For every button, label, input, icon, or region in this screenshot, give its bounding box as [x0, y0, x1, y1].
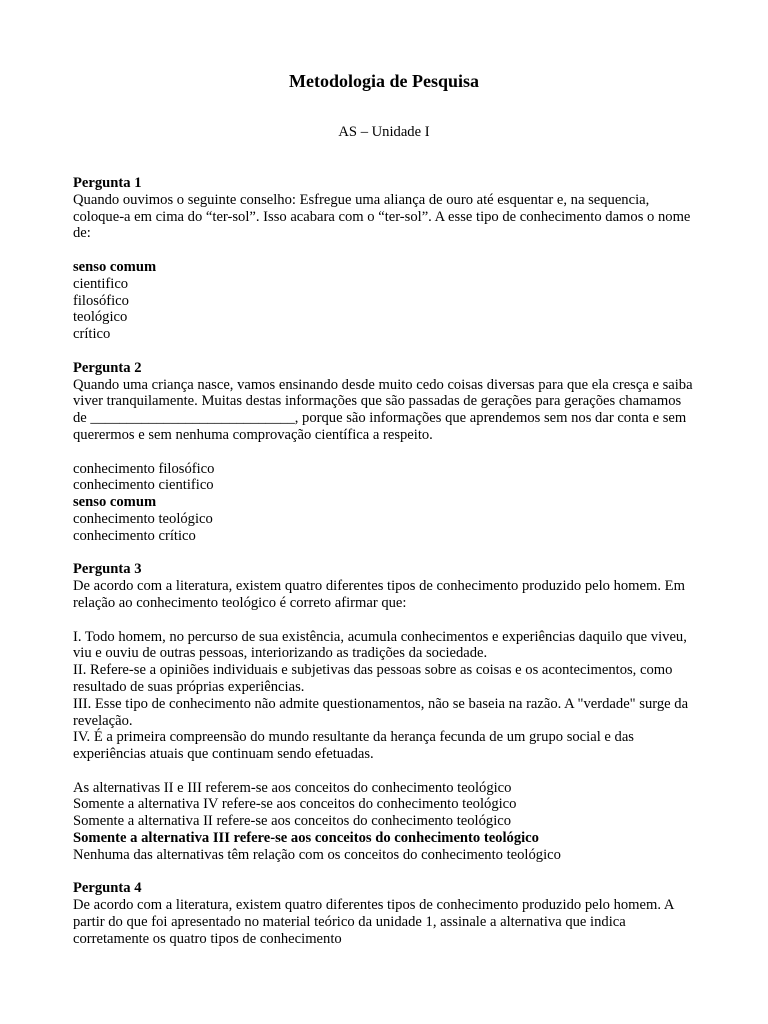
option[interactable]: As alternativas II e III referem-se aos conceitos do conhecimento teológico: [73, 779, 512, 796]
option[interactable]: Somente a alternativa II refere-se aos conceitos do conhecimento teológico: [73, 813, 512, 830]
option[interactable]: conhecimento crítico: [73, 527, 196, 544]
question-text: Quando uma criança nasce, vamos ensinando desde muito cedo coisas diversas para que ela cresça e saiba viver tranquilamente. Muitas destas informações que são passadas de gerações para gerações chamamos de ____________________________, porque são informações que aprendemos sem nos dar conta e sem querermos e sem nenhuma comprovação científica a respeito.: [73, 376, 693, 443]
question-3: [73, 561, 698, 863]
question-heading: Pergunta 2: [73, 359, 142, 376]
question-heading: Pergunta 3: [73, 561, 142, 578]
option[interactable]: conhecimento filosófico: [73, 460, 215, 477]
option[interactable]: conhecimento teológico: [73, 510, 213, 527]
question-text: Quando ouvimos o seguinte conselho: Esfregue uma aliança de ouro até esquentar e, na sequencia, coloque-a em cima do “ter-sol”. Isso acabara com o “ter-sol”. A esse tipo de conhecimento damos o nome de:: [73, 191, 691, 242]
option[interactable]: teológico: [73, 309, 128, 326]
answer-options: [73, 259, 698, 343]
question-2: [73, 360, 698, 545]
question-text: De acordo com a literatura, existem quatro diferentes tipos de conhecimento produzido pelo homem. Em relação ao conhecimento teológico é correto afirmar que:: [73, 578, 685, 611]
option[interactable]: Somente a alternativa IV refere-se aos conceitos do conhecimento teológico: [73, 796, 517, 813]
option-correct[interactable]: Somente a alternativa III refere-se aos conceitos do conhecimento teológico: [73, 830, 539, 847]
option-correct[interactable]: senso comum: [73, 258, 157, 275]
option[interactable]: conhecimento cientifico: [73, 477, 214, 494]
option-correct[interactable]: senso comum: [73, 494, 157, 511]
question-4: [73, 880, 698, 947]
statements: [73, 629, 698, 763]
option[interactable]: filosófico: [73, 292, 129, 309]
statement: III. Esse tipo de conhecimento não admite questionamentos, não se baseia na razão. A "verdade" surge da revelação.: [73, 695, 689, 729]
option[interactable]: Nenhuma das alternativas têm relação com os conceitos do conhecimento teológico: [73, 846, 561, 863]
option[interactable]: cientifico: [73, 275, 129, 292]
option[interactable]: crítico: [73, 326, 111, 343]
statement: II. Refere-se a opiniões individuais e subjetivas das pessoas sobre as coisas e os acontecimentos, como resultado de suas próprias experiências.: [73, 662, 673, 695]
question-heading: Pergunta 1: [73, 175, 142, 191]
document-title: Metodologia de Pesquisa: [288, 71, 479, 91]
document-subtitle: AS – Unidade I: [338, 124, 430, 140]
answer-options: [73, 780, 698, 864]
statement: IV. É a primeira compreensão do mundo resultante da herança fecunda de um grupo social e das experiências atuais que continuam sendo efetuadas.: [73, 729, 634, 763]
document-content: [73, 175, 698, 964]
question-heading: Pergunta 4: [73, 880, 142, 897]
question-text: De acordo com a literatura, existem quatro diferentes tipos de conhecimento produzido pelo homem. A partir do que foi apresentado no material teórico da unidade 1, assinale a alternativa que indica corretamente os quatro tipos de conhecimento: [73, 897, 674, 947]
statement: I. Todo homem, no percurso de sua existência, acumula conhecimentos e experiências daquilo que viveu, viu e ouviu de outras pessoas, interiorizando as tradições da sociedade.: [73, 628, 687, 662]
question-1: [73, 175, 698, 343]
answer-options: [73, 461, 698, 545]
